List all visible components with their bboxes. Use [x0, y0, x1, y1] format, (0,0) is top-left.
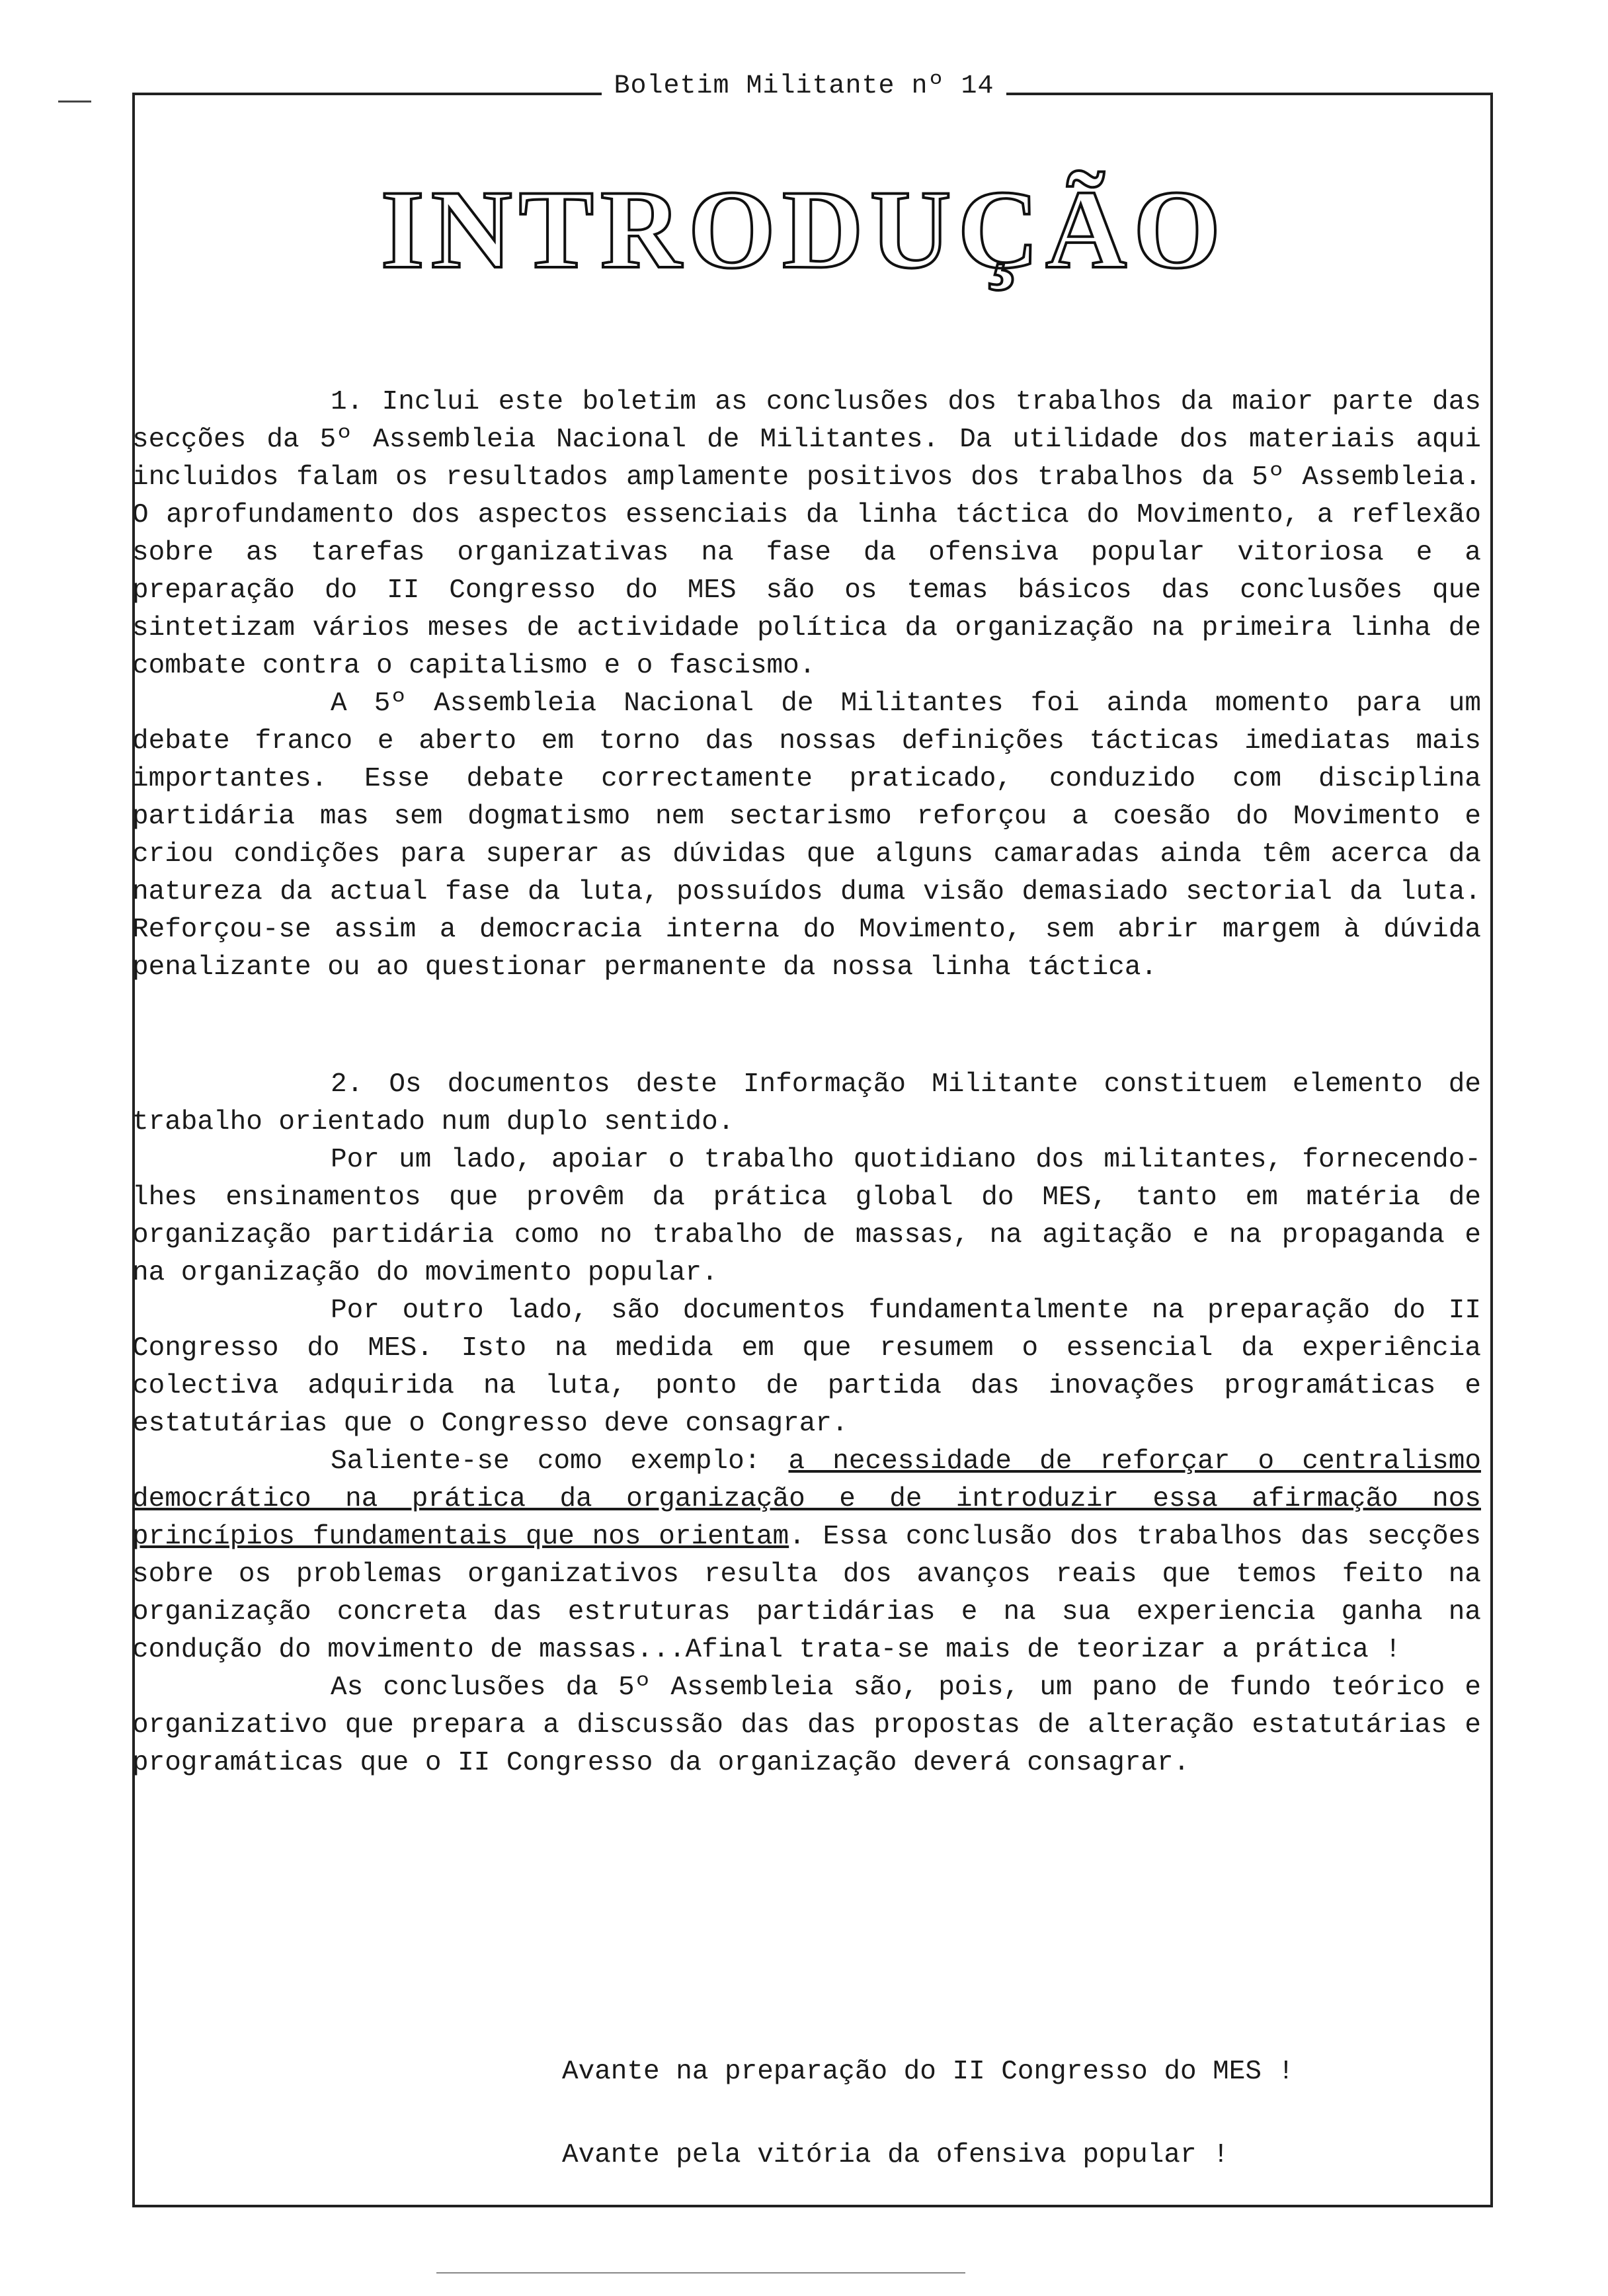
page-header	[0, 71, 1608, 101]
example-intro: Saliente-se como exemplo:	[331, 1446, 789, 1477]
closing-slogans	[562, 2057, 1294, 2223]
section2-paragraph-3: Por outro lado, são documentos fundamentalmente na preparação do II Congresso do MES. Isto na medida em que resumem o essencial da experiência colectiva adquirida na luta, ponto de partida das inovações programáticas e estatutárias que o Congresso deve consagrar.	[132, 1295, 1481, 1439]
section2-paragraph-1: 2. Os documentos deste Informação Militante constituem elemento de trabalho orientado num duplo sentido.	[132, 1069, 1481, 1137]
bottom-rule	[436, 2272, 965, 2274]
section2-paragraph-4	[132, 1443, 1481, 1669]
section2-paragraph-5: As conclusões da 5º Assembleia são, pois, um pano de fundo teórico e organizativo que prepara a discussão das das propostas de alteração estatutárias e programáticas que o II Congresso da organização deverá consagrar.	[132, 1672, 1481, 1778]
underlined-emphasis: a necessidade de reforçar o centralismo democrático na prática da organização e de introduzir essa afirmação nos princípios fundamentais que nos orientam	[132, 1446, 1481, 1552]
section1-paragraph-1: 1. Inclui este boletim as conclusões dos trabalhos da maior parte das secções da 5º Assembleia Nacional de Militantes. Da utilidade dos materiais aqui incluidos falam os resultados amplamente positivos dos trabalhos da 5º Assembleia. O aprofundamento dos aspectos essenciais da linha táctica do Movimento, a reflexão sobre as tarefas organizativas na fase da ofensiva popular vitoriosa e a preparação do II Congresso do MES são os temas básicos das conclusões que sintetizam vários meses de actividade política da organização na primeira linha de combate contra o capitalismo e o fascismo.	[132, 387, 1481, 681]
section2-paragraph-2: Por um lado, apoiar o trabalho quotidiano dos militantes, fornecendo-lhes ensinamentos que provêm da prática global do MES, tanto em matéria de organização partidária como no trabalho de massas, na agitação e na propaganda e na organização do movimento popular.	[132, 1145, 1481, 1288]
closing-line-2: Avante pela vitória da ofensiva popular !	[562, 2140, 1229, 2170]
page-title: INTRODUÇÃO	[380, 167, 1228, 292]
document-body	[132, 384, 1481, 1782]
example-rest: . Essa conclusão dos trabalhos das secções sobre os problemas organizativos resulta dos avanços reais que temos feito na organização concreta das estruturas partidárias e na sua experiencia ganha na condução do movimento de massas...Afinal trata-se mais de teorizar a prática !	[132, 1522, 1481, 1665]
section-gap	[132, 987, 1481, 1066]
header-text: Boletim Militante nº 14	[602, 71, 1006, 101]
section1-paragraph-2: A 5º Assembleia Nacional de Militantes foi ainda momento para um debate franco e aberto em torno das nossas definições tácticas imediatas mais importantes. Esse debate correctamente praticado, conduzido com disciplina partidária mas sem dogmatismo nem sectarismo reforçou a coesão do Movimento e criou condições para superar as dúvidas que alguns camaradas ainda têm acerca da natureza da actual fase da luta, possuídos duma visão demasiado sectorial da luta. Reforçou-se assim a democracia interna do Movimento, sem abrir margem à dúvida penalizante ou ao questionar permanente da nossa linha táctica.	[132, 688, 1481, 983]
closing-line-1: Avante na preparação do II Congresso do MES !	[562, 2057, 1295, 2087]
